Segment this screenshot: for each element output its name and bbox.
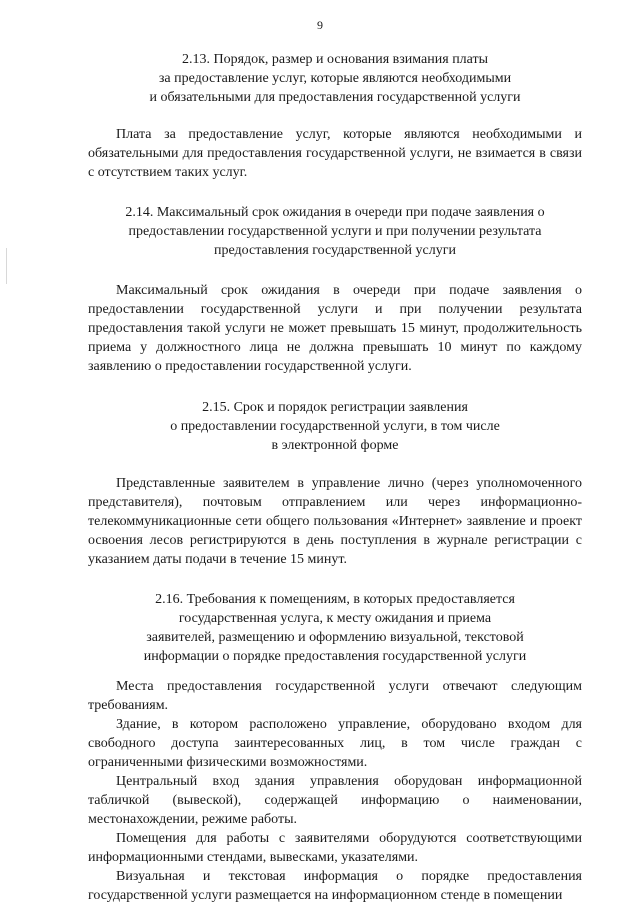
section-paragraph: Здание, в котором расположено управление, оборудовано входом для свободного доступа заинтересованных лиц, в том числе граждан с ограниченными физическими возможностями. bbox=[88, 717, 582, 770]
page-content bbox=[88, 44, 582, 905]
scan-edge-mark bbox=[6, 248, 7, 284]
section-paragraph: Представленные заявителем в управление лично (через уполномоченного представителя), почтовым отправлением или через информационно-телекоммуникационные сети общего пользования «Интернет» заявление и проект освоения лесов регистрируются в день поступления в журнале регистрации с указанием даты подачи в течение 15 минут. bbox=[88, 476, 582, 567]
section-paragraph: Помещения для работы с заявителями оборудуются соответствующими информационными стендами, вывесками, указателями. bbox=[88, 831, 582, 865]
section-paragraph: Плата за предоставление услуг, которые являются необходимыми и обязательными для предоставления государственной услуги, не взимается в связи с отсутствием таких услуг. bbox=[88, 127, 582, 180]
section-heading-2-13: 2.13. Порядок, размер и основания взимания платы за предоставление услуг, которые являются необходимыми и обязательными для предоставления государственной услуги bbox=[149, 52, 521, 105]
section-paragraph: Визуальная и текстовая информация о порядке предоставления государственной услуги размещается на информационном стенде в помещении bbox=[88, 869, 582, 903]
section-paragraph: Максимальный срок ожидания в очереди при подаче заявления о предоставлении государственной услуги и при получении результата предоставления такой услуги не может превышать 15 минут, продолжительность приема у должностного лица не должна превышать 10 минут по каждому заявлению о предоставлении государственной услуги. bbox=[88, 283, 582, 374]
section-paragraph: Центральный вход здания управления оборудован информационной табличкой (вывеской), содержащей информацию о наименовании, местонахождении, режиме работы. bbox=[88, 774, 582, 827]
section-heading-2-16: 2.16. Требования к помещениям, в которых предоставляется государственная услуга, к месту ожидания и приема заявителей, размещению и оформлению визуальной, текстовой информации о порядке предоставления государственной услуги bbox=[143, 592, 527, 664]
section-heading-2-15: 2.15. Срок и порядок регистрации заявления о предоставлении государственной услуги, в том числе в электронной форме bbox=[170, 400, 500, 453]
section-paragraph: Места предоставления государственной услуги отвечают следующим требованиям. bbox=[88, 679, 582, 713]
section-heading-2-14: 2.14. Максимальный срок ожидания в очереди при подаче заявления о предоставлении государственной услуги и при получении результата предоставления государственной услуги bbox=[125, 205, 545, 258]
page-number: 9 bbox=[317, 18, 323, 32]
